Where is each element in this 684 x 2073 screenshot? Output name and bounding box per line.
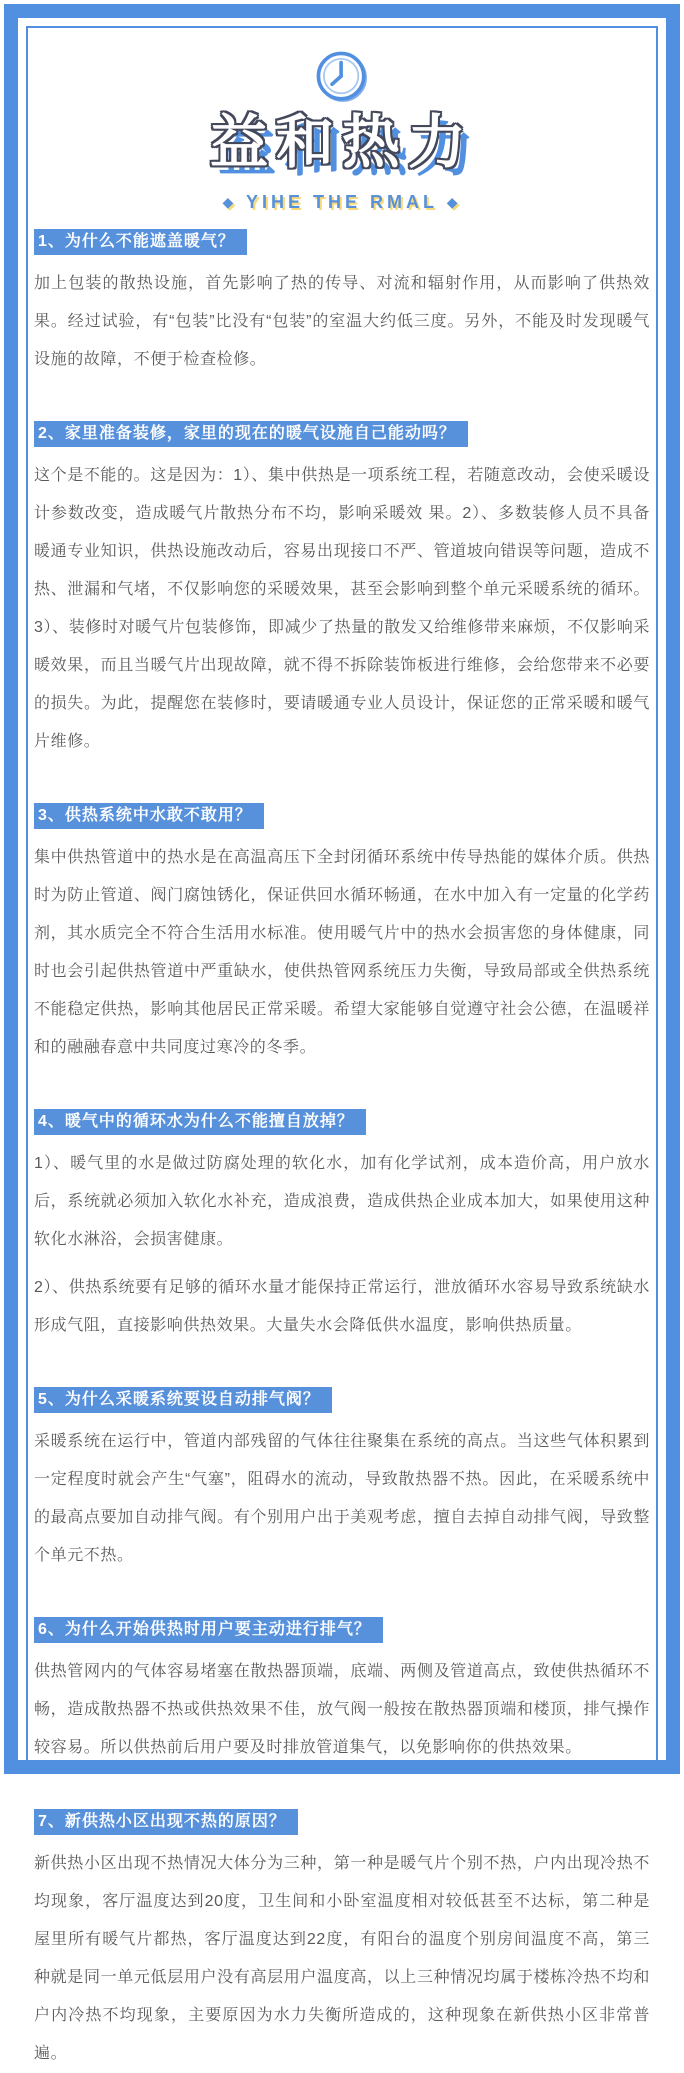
section-heading: 4、暖气中的循环水为什么不能擅自放掉？ bbox=[34, 1109, 366, 1135]
page-subtitle bbox=[33, 192, 651, 213]
outer-frame bbox=[4, 4, 680, 2062]
qa-section-6 bbox=[34, 1617, 650, 1767]
section-heading: 6、为什么开始供热时用户要主动进行排气？ bbox=[34, 1617, 383, 1643]
qa-section-5 bbox=[34, 1387, 650, 1575]
article-body bbox=[33, 229, 651, 2073]
section-paragraph: 加上包装的散热设施，首先影响了热的传导、对流和辐射作用，从而影响了供热效果。经过试验，有“包装”比没有“包装”的室温大约低三度。另外，不能及时发现暖气设施的故障，不便于检查检修。 bbox=[34, 275, 650, 368]
qa-section-3 bbox=[34, 803, 650, 1067]
section-paragraph: 集中供热管道中的热水是在高温高压下全封闭循环系统中传导热能的媒体介质。供热时为防止管道、阀门腐蚀锈化，保证供回水循环畅通，在水中加入有一定量的化学药剂，其水质完全不符合生活用水标准。使用暖气片中的热水会损害您的身体健康，同时也会引起供热管道中严重缺水，使供热管网系统压力失衡，导致局部或全供热系统不能稳定供热，影响其他居民正常采暖。希望大家能够自觉遵守社会公德，在温暖祥和的融融春意中共同度过寒冷的冬季。 bbox=[34, 849, 650, 1056]
inner-frame bbox=[26, 26, 658, 2062]
qa-section-1 bbox=[34, 229, 650, 379]
section-heading: 5、为什么采暖系统要设自动排气阀？ bbox=[34, 1387, 332, 1413]
page-title: 益和热力 bbox=[209, 110, 474, 175]
clock-icon bbox=[33, 48, 651, 106]
section-heading: 2、家里准备装修，家里的现在的暖气设施自己能动吗？ bbox=[34, 421, 468, 447]
diamond-icon-right: ◆ bbox=[446, 194, 462, 210]
section-heading: 3、供热系统中水敢不敢用？ bbox=[34, 803, 264, 829]
section-paragraph: 采暖系统在运行中，管道内部残留的气体往往聚集在系统的高点。当这些气体积累到一定程度时就会产生“气塞”，阻碍水的流动，导致散热器不热。因此，在采暖系统中的最高点要加自动排气阀。有个别用户出于美观考虑，擅自去掉自动排气阀，导致整个单元不热。 bbox=[34, 1433, 650, 1564]
section-paragraph: 供热管网内的气体容易堵塞在散热器顶端，底端、两侧及管道高点，致使供热循环不畅，造成散热器不热或供热效果不佳，放气阀一般按在散热器顶端和楼顶，排气操作较容易。所以供热前后用户要及时排放管道集气，以免影响你的供热效果。 bbox=[34, 1663, 650, 1756]
qa-section-4 bbox=[34, 1109, 650, 1345]
section-heading: 7、新供热小区出现不热的原因？ bbox=[34, 1809, 298, 1835]
diamond-icon-left: ◆ bbox=[222, 194, 238, 210]
qa-section-7 bbox=[34, 1809, 650, 2073]
article-header bbox=[33, 28, 651, 213]
qa-section-2 bbox=[34, 421, 650, 761]
section-heading: 1、为什么不能遮盖暖气？ bbox=[34, 229, 247, 255]
section-paragraph: 2）、供热系统要有足够的循环水量才能保持正常运行，泄放循环水容易导致系统缺水形成气阻，直接影响供热效果。大量失水会降低供水温度，影响供热质量。 bbox=[34, 1279, 650, 1334]
section-paragraph: 这个是不能的。这是因为：1）、集中供热是一项系统工程，若随意改动，会使采暖设计参数改变，造成暖气片散热分布不均，影响采暖效 果。2）、多数装修人员不具备暖通专业知识，供热设施改动后，容易出现接口不严、管道坡向错误等问题，造成不热、泄漏和气堵，不仅影响您的采暖效果，甚至会影响到整个单元采暖系统的循环。3）、装修时对暖气片包装修饰，即减少了热量的散发又给维修带来麻烦，不仅影响采暖效果，而且当暖气片出现故障，就不得不拆除装饰板进行维修，会给您带来不必要的损失。为此，提醒您在装修时，要请暖通专业人员设计，保证您的正常采暖和暖气片维修。 bbox=[34, 467, 650, 750]
page-subtitle-text: YIHE THE RMAL bbox=[245, 192, 438, 212]
section-paragraph: 新供热小区出现不热情况大体分为三种，第一种是暖气片个别不热，户内出现冷热不均现象，客厅温度达到20度，卫生间和小卧室温度相对较低甚至不达标，第二种是屋里所有暖气片都热，客厅温度达到22度，有阳台的温度个别房间温度不高，第三种就是同一单元低层用户没有高层用户温度高，以上三种情况均属于楼栋冷热不均和户内冷热不均现象，主要原因为水力失衡所造成的，这种现象在新供热小区非常普遍。 bbox=[34, 1855, 650, 2062]
section-paragraph: 1）、暖气里的水是做过防腐处理的软化水，加有化学试剂，成本造价高，用户放水后，系统就必须加入软化水补充，造成浪费，造成供热企业成本加大，如果使用这种软化水淋浴，会损害健康。 bbox=[34, 1155, 650, 1248]
